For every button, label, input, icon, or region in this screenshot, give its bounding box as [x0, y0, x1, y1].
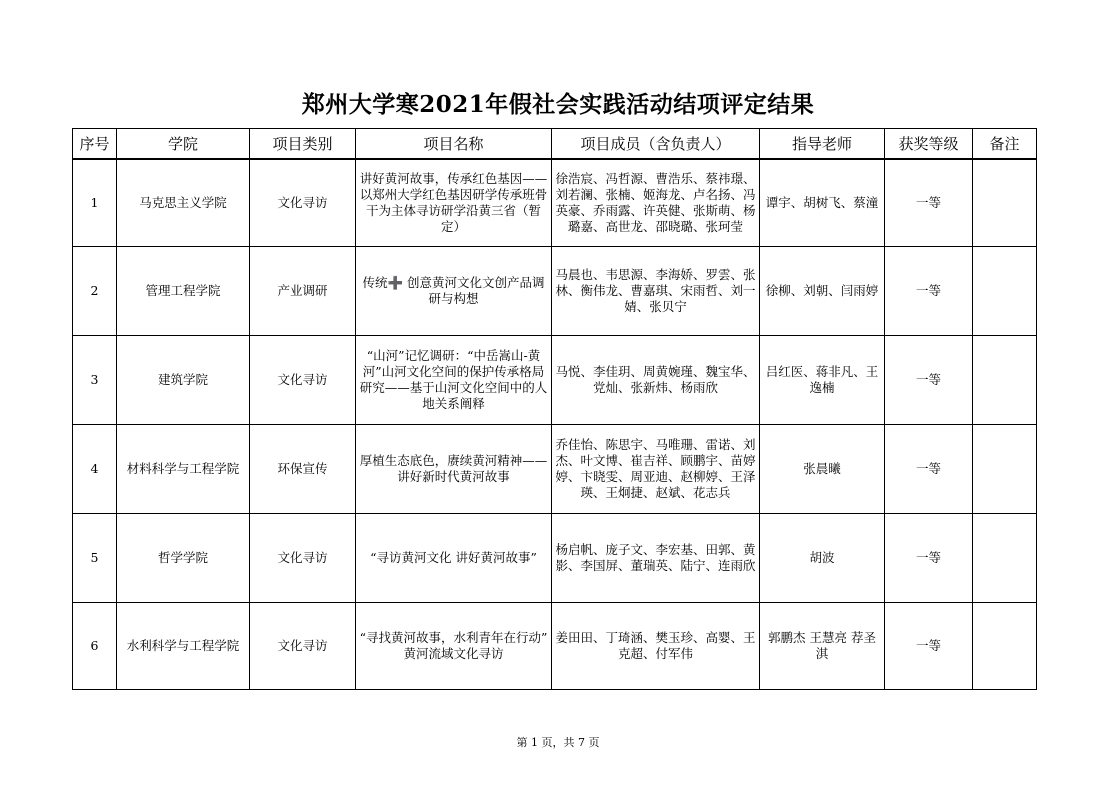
cell-members: 姜田田、丁琦涵、樊玉珍、高婴、王克超、付军伟 — [552, 603, 760, 690]
cell-members: 马晨也、韦思源、李海娇、罗雲、张林、衡伟龙、曹嘉琪、宋雨哲、刘一婧、张贝宁 — [552, 247, 760, 336]
cell-members: 杨启帆、庞子文、李宏基、田郭、黄影、李国屏、董瑞英、陆宁、连雨欣 — [552, 514, 760, 603]
header-award: 获奖等级 — [885, 129, 973, 160]
cell-college: 材料科学与工程学院 — [117, 425, 250, 514]
cell-members: 徐浩宸、冯哲源、曹浩乐、蔡祎璟、刘若澜、张楠、姬海龙、卢名扬、冯英豪、乔雨露、许英健、张斯萌、杨璐嘉、高世龙、邵晓璐、张珂莹 — [552, 159, 760, 247]
cell-college: 管理工程学院 — [117, 247, 250, 336]
cell-category: 环保宣传 — [250, 425, 356, 514]
table-header-row — [73, 129, 1037, 160]
cell-college: 建筑学院 — [117, 336, 250, 425]
cell-note — [973, 425, 1037, 514]
header-members: 项目成员（含负责人） — [552, 129, 760, 160]
table-row — [73, 425, 1037, 514]
cell-project-name: 传统➕ 创意黄河文化文创产品调研与构想 — [356, 247, 552, 336]
cell-note — [973, 603, 1037, 690]
header-category: 项目类别 — [250, 129, 356, 160]
table-row — [73, 336, 1037, 425]
cell-award: 一等 — [885, 159, 973, 247]
header-project-name: 项目名称 — [356, 129, 552, 160]
cell-award: 一等 — [885, 514, 973, 603]
cell-project-name: 厚植生态底色，赓续黄河精神——讲好新时代黄河故事 — [356, 425, 552, 514]
evaluation-results-table — [72, 128, 1037, 690]
table-row — [73, 603, 1037, 690]
cell-college: 哲学学院 — [117, 514, 250, 603]
header-note: 备注 — [973, 129, 1037, 160]
cell-seq: 2 — [73, 247, 117, 336]
header-college: 学院 — [117, 129, 250, 160]
cell-seq: 3 — [73, 336, 117, 425]
cell-project-name: “寻找黄河故事，水利青年在行动” 黄河流域文化寻访 — [356, 603, 552, 690]
header-seq: 序号 — [73, 129, 117, 160]
cell-project-name: 讲好黄河故事，传承红色基因——以郑州大学红色基因研学传承班骨干为主体寻访研学沿黄三省（暂定） — [356, 159, 552, 247]
cell-advisor: 胡波 — [760, 514, 885, 603]
page-title: 郑州大学寒2021年假社会实践活动结项评定结果 — [301, 91, 815, 118]
table-row — [73, 514, 1037, 603]
table-row — [73, 159, 1037, 247]
cell-seq: 6 — [73, 603, 117, 690]
cell-award: 一等 — [885, 425, 973, 514]
cell-advisor: 谭宇、胡树飞、蔡潼 — [760, 159, 885, 247]
cell-project-name: “山河”记忆调研：“中岳嵩山-黄河”山河文化空间的保护传承格局研究——基于山河文化空间中的人地关系阐释 — [356, 336, 552, 425]
cell-college: 水利科学与工程学院 — [117, 603, 250, 690]
cell-advisor: 郭鹏杰 王慧亮 荐圣淇 — [760, 603, 885, 690]
cell-members: 马悦、李佳玥、周黄婉瑾、魏宝华、党灿、张新炜、杨雨欣 — [552, 336, 760, 425]
cell-category: 文化寻访 — [250, 514, 356, 603]
cell-category: 产业调研 — [250, 247, 356, 336]
cell-members: 乔佳怡、陈思宇、马唯珊、雷诺、刘杰、叶文博、崔吉祥、顾鹏宇、苗婷婷、卞晓雯、周亚迪、赵柳婷、王泽瑛、王炯捷、赵斌、花志兵 — [552, 425, 760, 514]
cell-note — [973, 514, 1037, 603]
cell-advisor: 吕红医、蒋非凡、王逸楠 — [760, 336, 885, 425]
cell-seq: 4 — [73, 425, 117, 514]
cell-college: 马克思主义学院 — [117, 159, 250, 247]
cell-advisor: 张晨曦 — [760, 425, 885, 514]
cell-note — [973, 159, 1037, 247]
cell-category: 文化寻访 — [250, 336, 356, 425]
header-advisor: 指导老师 — [760, 129, 885, 160]
table-row — [73, 247, 1037, 336]
cell-advisor: 徐柳、刘朝、闫雨婷 — [760, 247, 885, 336]
cell-award: 一等 — [885, 603, 973, 690]
cell-seq: 5 — [73, 514, 117, 603]
page-number-footer: 第 1 页，共 7 页 — [516, 736, 600, 749]
cell-note — [973, 336, 1037, 425]
cell-project-name: “寻访黄河文化 讲好黄河故事” — [356, 514, 552, 603]
cell-seq: 1 — [73, 159, 117, 247]
cell-award: 一等 — [885, 336, 973, 425]
cell-note — [973, 247, 1037, 336]
cell-award: 一等 — [885, 247, 973, 336]
cell-category: 文化寻访 — [250, 159, 356, 247]
cell-category: 文化寻访 — [250, 603, 356, 690]
